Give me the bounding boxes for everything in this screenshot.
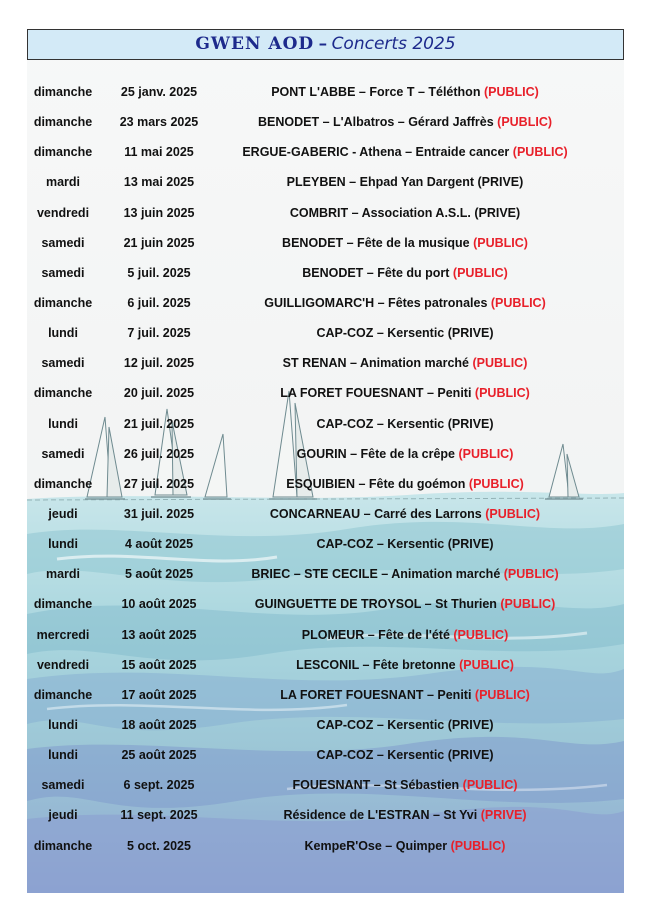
concert-day: dimanche (33, 476, 93, 491)
concert-event-label: LESCONIL – Fête bretonne (296, 657, 456, 672)
concert-event-label: GOURIN – Fête de la crêpe (296, 446, 456, 461)
concert-access-tag: (PUBLIC) (468, 476, 524, 491)
concert-day: jeudi (48, 808, 78, 823)
concert-date: 6 juil. 2025 (127, 295, 191, 310)
concert-row (27, 409, 624, 439)
concert-event-label: KempeR'Ose – Quimper (304, 838, 448, 853)
concert-access-tag: (PUBLIC) (483, 85, 539, 99)
concert-day: dimanche (33, 597, 93, 612)
concert-event (219, 839, 591, 853)
concert-access-tag: (PRIVE) (480, 808, 527, 823)
concert-event (219, 507, 591, 521)
concert-access-tag: (PUBLIC) (453, 627, 509, 642)
concert-row (27, 710, 624, 740)
poster-title (27, 29, 624, 60)
concert-event-label: CAP-COZ – Kersentic (PRIVE) (316, 537, 494, 552)
concert-row (27, 589, 624, 619)
concert-day: mercredi (36, 627, 90, 642)
concert-row (27, 740, 624, 770)
concert-date: 17 août 2025 (121, 687, 197, 702)
concert-event (219, 688, 591, 702)
concert-event-label: LA FORET FOUESNANT – Peniti (280, 687, 472, 702)
concert-event-label: LA FORET FOUESNANT – Peniti (280, 386, 472, 401)
concert-day: dimanche (33, 838, 93, 853)
concert-event (219, 175, 591, 189)
concert-row (27, 107, 624, 137)
concert-event-label: CAP-COZ – Kersentic (PRIVE) (316, 717, 494, 732)
concert-event-label: CAP-COZ – Kersentic (PRIVE) (316, 416, 494, 431)
concert-day: dimanche (33, 145, 93, 160)
concert-day: mardi (45, 175, 81, 190)
concert-event-label: CAP-COZ – Kersentic (PRIVE) (316, 326, 494, 341)
concert-event (219, 808, 591, 822)
concert-row (27, 800, 624, 830)
concert-date: 7 juil. 2025 (127, 326, 191, 341)
concert-event-label: ERGUE-GABERIC - Athena – Entraide cancer (242, 145, 510, 160)
concert-row (27, 650, 624, 680)
concert-day: vendredi (36, 205, 90, 220)
concert-event (219, 567, 591, 581)
concert-access-tag: (PUBLIC) (500, 597, 556, 612)
concert-access-tag: (PUBLIC) (458, 446, 514, 461)
concert-event (219, 447, 591, 461)
concert-row (27, 831, 624, 861)
concert-row (27, 198, 624, 228)
concert-day: dimanche (33, 687, 93, 702)
concert-day: samedi (41, 265, 85, 280)
concert-access-tag: (PUBLIC) (485, 506, 541, 521)
concert-date: 6 sept. 2025 (123, 778, 195, 793)
concert-row (27, 770, 624, 800)
concert-access-tag: (PUBLIC) (474, 687, 530, 702)
concert-event (219, 597, 591, 611)
concert-day: samedi (41, 235, 85, 250)
concert-date: 11 sept. 2025 (120, 808, 198, 823)
concert-day: dimanche (33, 386, 93, 401)
concert-event-label: CAP-COZ – Kersentic (PRIVE) (316, 748, 494, 763)
concert-event-label: BENODET – Fête du port (302, 265, 450, 280)
concert-event (219, 115, 591, 129)
concert-row (27, 258, 624, 288)
concert-row (27, 318, 624, 348)
concert-day: vendredi (36, 657, 90, 672)
concert-row (27, 469, 624, 499)
concert-date: 5 oct. 2025 (127, 838, 191, 853)
concert-date: 27 juil. 2025 (123, 476, 195, 491)
concert-access-tag: (PUBLIC) (497, 115, 553, 130)
concert-event-label: Résidence de L'ESTRAN – St Yvi (283, 808, 478, 823)
concert-event (219, 145, 591, 159)
concert-access-tag: (PUBLIC) (459, 657, 514, 672)
concert-date: 4 août 2025 (124, 537, 194, 552)
concert-event-label: ST RENAN – Animation marché (282, 356, 470, 371)
title-separator: – (318, 34, 328, 54)
concert-access-tag: (PUBLIC) (512, 145, 568, 160)
concert-row (27, 348, 624, 378)
concert-access-tag: (PUBLIC) (503, 567, 559, 582)
concert-event (219, 628, 591, 642)
concert-event (219, 748, 591, 762)
concert-event (219, 778, 591, 792)
concert-date: 13 mai 2025 (123, 175, 195, 190)
concert-event (219, 296, 591, 310)
concert-event (219, 326, 591, 340)
concert-day: dimanche (33, 115, 93, 130)
concert-row (27, 620, 624, 650)
concert-event-label: PLOMEUR – Fête de l'été (301, 627, 450, 642)
concert-day: samedi (41, 356, 85, 371)
concert-access-tag: (PUBLIC) (452, 265, 508, 280)
concert-event (219, 658, 591, 672)
concert-row (27, 559, 624, 589)
concert-access-tag: (PUBLIC) (450, 838, 506, 853)
concert-row (27, 529, 624, 559)
concert-date: 18 août 2025 (121, 717, 197, 732)
concert-event-label: FOUESNANT – St Sébastien (292, 778, 460, 793)
concert-access-tag: (PUBLIC) (474, 386, 530, 401)
concert-day: dimanche (33, 295, 93, 310)
concert-event-label: COMBRIT – Association A.S.L. (PRIVE) (289, 205, 521, 220)
concert-day: lundi (48, 416, 78, 431)
concert-event-label: GUILLIGOMARC'H – Fêtes patronales (264, 295, 488, 310)
concert-event-label: BENODET – L'Albatros – Gérard Jaffrès (257, 115, 494, 130)
concert-access-tag: (PUBLIC) (473, 235, 528, 250)
concert-event-label: ESQUIBIEN – Fête du goémon (286, 476, 466, 491)
title-subtitle: Concerts 2025 (331, 34, 456, 54)
concert-event (219, 718, 591, 732)
concert-access-tag: (PUBLIC) (472, 356, 528, 371)
concert-row (27, 167, 624, 197)
concert-event (219, 477, 591, 491)
concert-row (27, 228, 624, 258)
concert-date: 13 juin 2025 (123, 205, 195, 220)
concert-day: lundi (48, 717, 78, 732)
concert-date: 5 juil. 2025 (127, 265, 191, 280)
concert-row (27, 288, 624, 318)
concert-date: 12 juil. 2025 (123, 356, 195, 371)
concert-day: lundi (48, 326, 78, 341)
concert-event-label: PLEYBEN – Ehpad Yan Dargent (PRIVE) (286, 175, 524, 190)
concert-date: 26 juil. 2025 (123, 446, 195, 461)
concert-access-tag: (PUBLIC) (462, 778, 518, 793)
concert-event-label: BENODET – Fête de la musique (282, 235, 470, 250)
concert-date: 13 août 2025 (121, 627, 197, 642)
concert-row (27, 137, 624, 167)
concert-event (219, 206, 591, 220)
concert-date: 25 août 2025 (121, 748, 197, 763)
concert-row (27, 439, 624, 469)
concert-event (219, 85, 591, 99)
concert-day: jeudi (48, 506, 78, 521)
concert-date: 10 août 2025 (121, 597, 197, 612)
concert-event (219, 417, 591, 431)
concert-access-tag: (PUBLIC) (490, 295, 546, 310)
concert-date: 15 août 2025 (121, 657, 197, 672)
concert-day: samedi (41, 778, 85, 793)
concert-date: 5 août 2025 (124, 567, 194, 582)
concert-row (27, 378, 624, 408)
concert-date: 21 juin 2025 (123, 235, 195, 250)
concert-event-label: GUINGUETTE DE TROYSOL – St Thurien (254, 597, 497, 612)
concert-event-label: BRIEC – STE CECILE – Animation marché (251, 567, 501, 582)
concert-date: 21 juil. 2025 (123, 416, 195, 431)
concert-event (219, 356, 591, 370)
concert-event-label: PONT L'ABBE – Force T – Téléthon (271, 85, 481, 99)
concert-day: dimanche (33, 85, 93, 99)
concert-day: lundi (48, 748, 78, 763)
concert-row (27, 680, 624, 710)
concert-event (219, 386, 591, 400)
concert-date: 31 juil. 2025 (123, 506, 195, 521)
concert-day: samedi (41, 446, 85, 461)
band-name: GWEN AOD (195, 34, 315, 54)
concert-event (219, 537, 591, 551)
concert-day: mardi (45, 567, 81, 582)
concert-event (219, 236, 591, 250)
concert-date: 25 janv. 2025 (120, 85, 198, 99)
concert-date: 23 mars 2025 (119, 115, 199, 130)
concert-row (27, 77, 624, 107)
concert-date: 11 mai 2025 (124, 145, 194, 160)
concert-poster (27, 29, 624, 893)
concert-date: 20 juil. 2025 (123, 386, 195, 401)
concert-list (27, 77, 624, 861)
concert-row (27, 499, 624, 529)
concert-event-label: CONCARNEAU – Carré des Larrons (269, 506, 482, 521)
concert-event (219, 266, 591, 280)
concert-day: lundi (48, 537, 78, 552)
